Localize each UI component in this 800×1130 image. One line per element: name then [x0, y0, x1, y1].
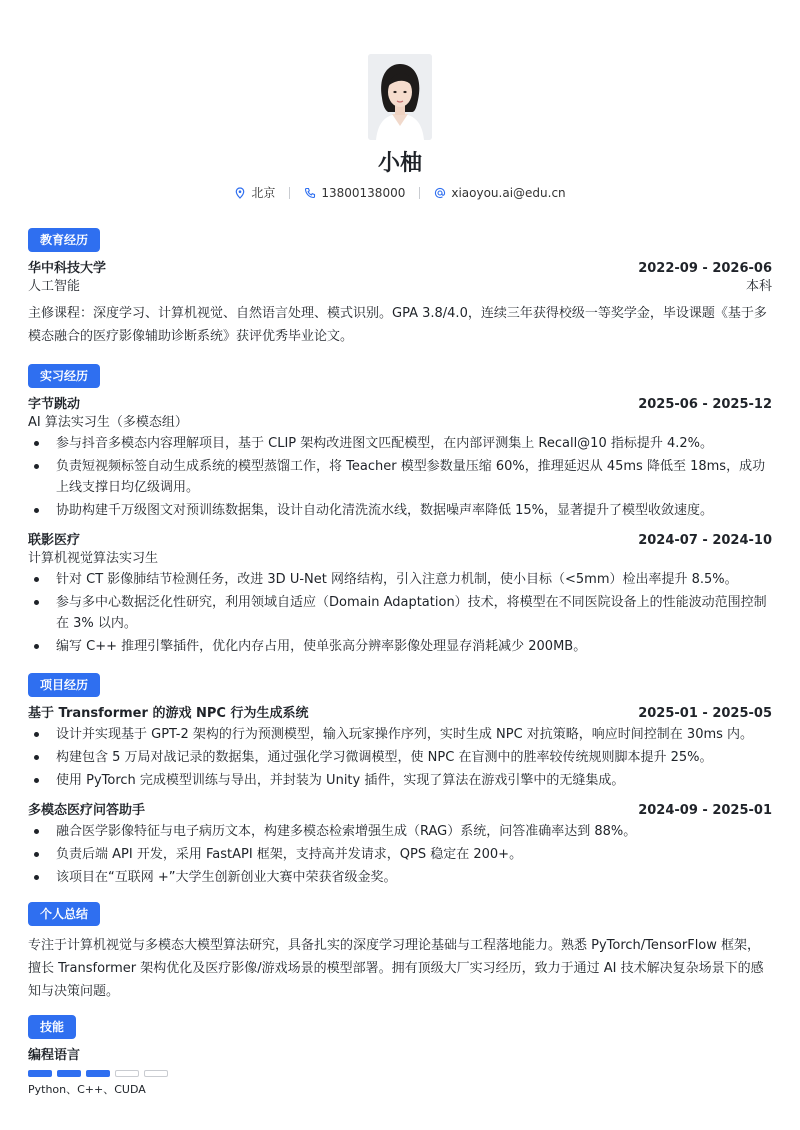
- skill-item: [28, 1047, 772, 1097]
- project-entry: [28, 705, 772, 791]
- list-item: 针对 CT 影像肺结节检测任务，改进 3D U-Net 网络结构，引入注意力机制，使小目标（<5mm）检出率提升 8.5%。: [28, 569, 772, 590]
- list-item: 参与抖音多模态内容理解项目，基于 CLIP 架构改进图文匹配模型，在内部评测集上 Recall@10 指标提升 4.2%。: [28, 433, 772, 454]
- skill-level-filled: [86, 1070, 110, 1077]
- company-name: 字节跳动: [28, 397, 81, 412]
- section-tag-internship: 实习经历: [28, 364, 100, 388]
- project-period: 2025-01 - 2025-05: [638, 706, 772, 721]
- education-period: 2022-09 - 2026-06: [638, 261, 772, 276]
- internship-role: [28, 550, 772, 568]
- internship-header: [28, 532, 772, 550]
- section-tag-education: 教育经历: [28, 228, 100, 252]
- skill-list: Python、C++、CUDA: [28, 1083, 146, 1096]
- list-item: 使用 PyTorch 完成模型训练与导出，并封装为 Unity 插件，实现了算法在游戏引擎中的无缝集成。: [28, 770, 772, 791]
- major-name: 人工智能: [28, 279, 81, 294]
- contact-phone: [304, 184, 405, 203]
- education-header: [28, 260, 772, 278]
- role-name: 计算机视觉算法实习生: [28, 551, 159, 566]
- role-name: AI 算法实习生（多模态组）: [28, 415, 188, 430]
- portrait-image: [368, 54, 432, 140]
- project-entry: [28, 802, 772, 888]
- education-subheader: [28, 278, 772, 296]
- internship-bullets: [28, 569, 772, 657]
- internship-bullets: [28, 433, 772, 521]
- company-name: 联影医疗: [28, 533, 81, 548]
- at-sign-icon: [434, 187, 446, 199]
- contact-bar: [28, 184, 772, 202]
- list-item: 该项目在“互联网 +”大学生创新创业大赛中荣获省级金奖。: [28, 867, 772, 888]
- list-item: 协助构建千万级图文对预训练数据集，设计自动化清洗流水线，数据噪声率降低 15%，显著提升了模型收敛速度。: [28, 500, 772, 521]
- contact-divider: [419, 187, 420, 199]
- section-tag-projects: 项目经历: [28, 673, 100, 697]
- skill-level-filled: [57, 1070, 81, 1077]
- section-tag-summary: 个人总结: [28, 902, 100, 926]
- list-item: 负责短视频标签自动生成系统的模型蒸馏工作，将 Teacher 模型参数量压缩 60%，推理延迟从 45ms 降低至 18ms，成功上线支撑日均亿级调用。: [28, 456, 772, 498]
- project-period: 2024-09 - 2025-01: [638, 803, 772, 818]
- list-item: 融合医学影像特征与电子病历文本，构建多模态检索增强生成（RAG）系统，问答准确率达到 88%。: [28, 821, 772, 842]
- project-bullets: [28, 821, 772, 888]
- summary-section: [28, 902, 772, 1003]
- phone-text: 13800138000: [321, 185, 406, 200]
- project-title: 基于 Transformer 的游戏 NPC 行为生成系统: [28, 706, 309, 721]
- internship-period: 2024-07 - 2024-10: [638, 533, 772, 548]
- skill-level-empty: [115, 1070, 139, 1077]
- project-header: [28, 705, 772, 723]
- school-name: 华中科技大学: [28, 261, 107, 276]
- summary-text: 专注于计算机视觉与多模态大模型算法研究，具备扎实的深度学习理论基础与工程落地能力。熟悉 PyTorch/TensorFlow 框架，擅长 Transformer 架构优化及医疗影像/游戏场景的模型部署。拥有顶级大厂实习经历，致力于通过 AI 技术解决复杂场景下的感知与决策问题。: [28, 938, 764, 999]
- phone-icon: [304, 187, 316, 199]
- project-title: 多模态医疗问答助手: [28, 803, 146, 818]
- internship-header: [28, 396, 772, 414]
- projects-section: [28, 673, 772, 888]
- candidate-name: 小柚: [377, 151, 422, 176]
- list-item: 负责后端 API 开发，采用 FastAPI 框架，支持高并发请求，QPS 稳定在 200+。: [28, 844, 772, 865]
- internship-section: [28, 364, 772, 657]
- list-item: 编写 C++ 推理引擎插件，优化内存占用，使单张高分辨率影像处理显存消耗减少 200MB。: [28, 636, 772, 657]
- internship-entry: [28, 396, 772, 521]
- internship-role: [28, 414, 772, 432]
- degree-name: 本科: [745, 279, 772, 294]
- skill-level-filled: [28, 1070, 52, 1077]
- skill-level-empty: [144, 1070, 168, 1077]
- skills-section: [28, 1015, 772, 1097]
- contact-divider: [289, 187, 290, 199]
- project-bullets: [28, 724, 772, 791]
- education-description: 主修课程：深度学习、计算机视觉、自然语言处理、模式识别。GPA 3.8/4.0，连续三年获得校级一等奖学金，毕设课题《基于多模态融合的医疗影像辅助诊断系统》获评优秀毕业论文。: [28, 306, 767, 344]
- skill-title: 编程语言: [28, 1048, 81, 1063]
- section-tag-skills: 技能: [28, 1015, 76, 1039]
- location-text: 北京: [251, 185, 276, 200]
- internship-entry: [28, 532, 772, 657]
- list-item: 构建包含 5 万局对战记录的数据集，通过强化学习微调模型，使 NPC 在盲测中的胜率较传统规则脚本提升 25%。: [28, 747, 772, 768]
- list-item: 参与多中心数据泛化性研究，利用领域自适应（Domain Adaptation）技术，将模型在不同医院设备上的性能波动范围控制在 3% 以内。: [28, 592, 772, 634]
- profile-photo: [368, 54, 432, 140]
- contact-email: [434, 184, 565, 203]
- map-pin-icon: [234, 187, 246, 199]
- email-text: xiaoyou.ai@edu.cn: [451, 185, 566, 200]
- project-header: [28, 802, 772, 820]
- list-item: 设计并实现基于 GPT-2 架构的行为预测模型，输入玩家操作序列，实时生成 NPC 对抗策略，响应时间控制在 30ms 内。: [28, 724, 772, 745]
- resume-header: [28, 0, 772, 202]
- internship-period: 2025-06 - 2025-12: [638, 397, 772, 412]
- skill-level-bar: [28, 1070, 772, 1077]
- contact-location: [234, 184, 275, 203]
- education-section: [28, 228, 772, 348]
